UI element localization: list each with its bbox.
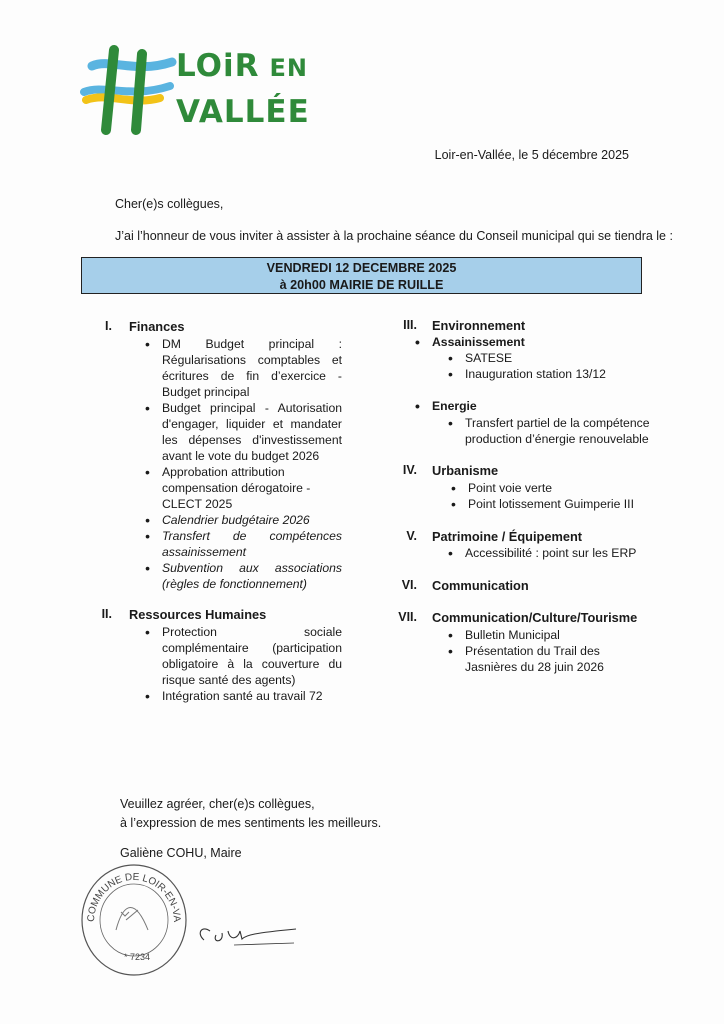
environnement-subsections <box>432 334 632 350</box>
assainissement-list <box>465 350 645 382</box>
closing-line2: à l’expression de mes sentiments les meilleurs. <box>120 816 382 830</box>
energie-subsection <box>432 398 632 414</box>
list-item: • Point voie verte <box>468 480 648 496</box>
section-number: IV. <box>402 463 417 477</box>
section-number: III. <box>403 318 417 332</box>
closing-line1: Veuillez agréer, cher(e)s collègues, <box>120 797 315 811</box>
section-title-urbanisme: Urbanisme <box>432 463 499 478</box>
intro-text: J’ai l’honneur de vous inviter à assister à la prochaine séance du Conseil municipal qui se tiendra le : <box>115 229 673 243</box>
logo-line2: VALLÉE <box>176 94 310 130</box>
list-item: • Subvention aux associations (règles de fonctionnement) <box>162 560 342 592</box>
section-title-communication: Communication <box>432 578 529 593</box>
list-item: • Transfert partiel de la compétence production d’énergie renouvelable <box>465 415 650 447</box>
patrimoine-list <box>465 545 645 561</box>
section-title-finances: Finances <box>129 319 185 334</box>
section-title-patrimoine: Patrimoine / Équipement <box>432 529 583 544</box>
list-item: • Intégration santé au travail 72 <box>162 688 342 704</box>
list-item: • Protection sociale complémentaire (participation obligatoire à la couverture du risque santé des agents) <box>162 624 342 688</box>
list-item: • Présentation du Trail des Jasnières du 28 juin 2026 <box>465 643 655 675</box>
date-line: Loir-en-Vallée, le 5 décembre 2025 <box>434 148 629 162</box>
culture-list <box>465 627 655 675</box>
subsection-assainissement: • Assainissement <box>432 334 632 350</box>
list-item: • DM Budget principal : Régularisations comptables et écritures de fin d’exercice - Budget principal <box>162 336 342 400</box>
list-item: • Calendrier budgétaire 2026 <box>162 512 342 528</box>
logo-line1b: EN <box>269 54 308 82</box>
section-number: I. <box>105 319 112 333</box>
section-number: VI. <box>401 578 417 592</box>
rh-list <box>162 624 342 704</box>
town-seal-stamp <box>76 860 191 980</box>
logo-wordmark <box>176 48 310 130</box>
section-title-rh: Ressources Humaines <box>129 607 267 622</box>
list-item: • Accessibilité : point sur les ERP <box>465 545 645 561</box>
section-number: V. <box>406 529 417 543</box>
signatory: Galiène COHU, Maire <box>120 846 242 860</box>
subsection-energie: • Energie <box>432 398 632 414</box>
urbanisme-list <box>468 480 648 512</box>
finances-list <box>162 336 342 592</box>
svg-text:COMMUNE DE LOIR-EN-VALLÉE: COMMUNE DE LOIR-EN-VA <box>85 871 183 923</box>
meeting-date: VENDREDI 12 DECEMBRE 2025 <box>266 261 457 275</box>
logo-line1: LOiR <box>176 48 260 84</box>
salutation: Cher(e)s collègues, <box>115 197 224 211</box>
list-item: • Transfert de compétences assainissement <box>162 528 342 560</box>
meeting-place: à 20h00 MAIRIE DE RUILLE <box>279 278 444 292</box>
section-number: II. <box>101 607 112 621</box>
section-title-environnement: Environnement <box>432 318 526 333</box>
list-item: • Budget principal - Autorisation d'engager, liquider et mandater les dépenses d'investissement avant le vote du budget 2026 <box>162 400 342 464</box>
section-number: VII. <box>398 610 417 624</box>
hashtag-logo-icon <box>80 44 180 139</box>
svg-text:* 7234: * 7234 <box>124 952 151 962</box>
meeting-banner <box>81 257 642 294</box>
handwritten-signature <box>194 915 299 955</box>
list-item: • Bulletin Municipal <box>465 627 655 643</box>
section-title-culture-tourisme: Communication/Culture/Tourisme <box>432 610 638 625</box>
closing <box>120 795 381 833</box>
list-item: • Point lotissement Guimperie III <box>468 496 648 512</box>
list-item: • Approbation attribution compensation dérogatoire - CLECT 2025 <box>162 464 314 512</box>
energie-list <box>465 415 650 447</box>
list-item: • Inauguration station 13/12 <box>465 366 645 382</box>
list-item: • SATESE <box>465 350 645 366</box>
